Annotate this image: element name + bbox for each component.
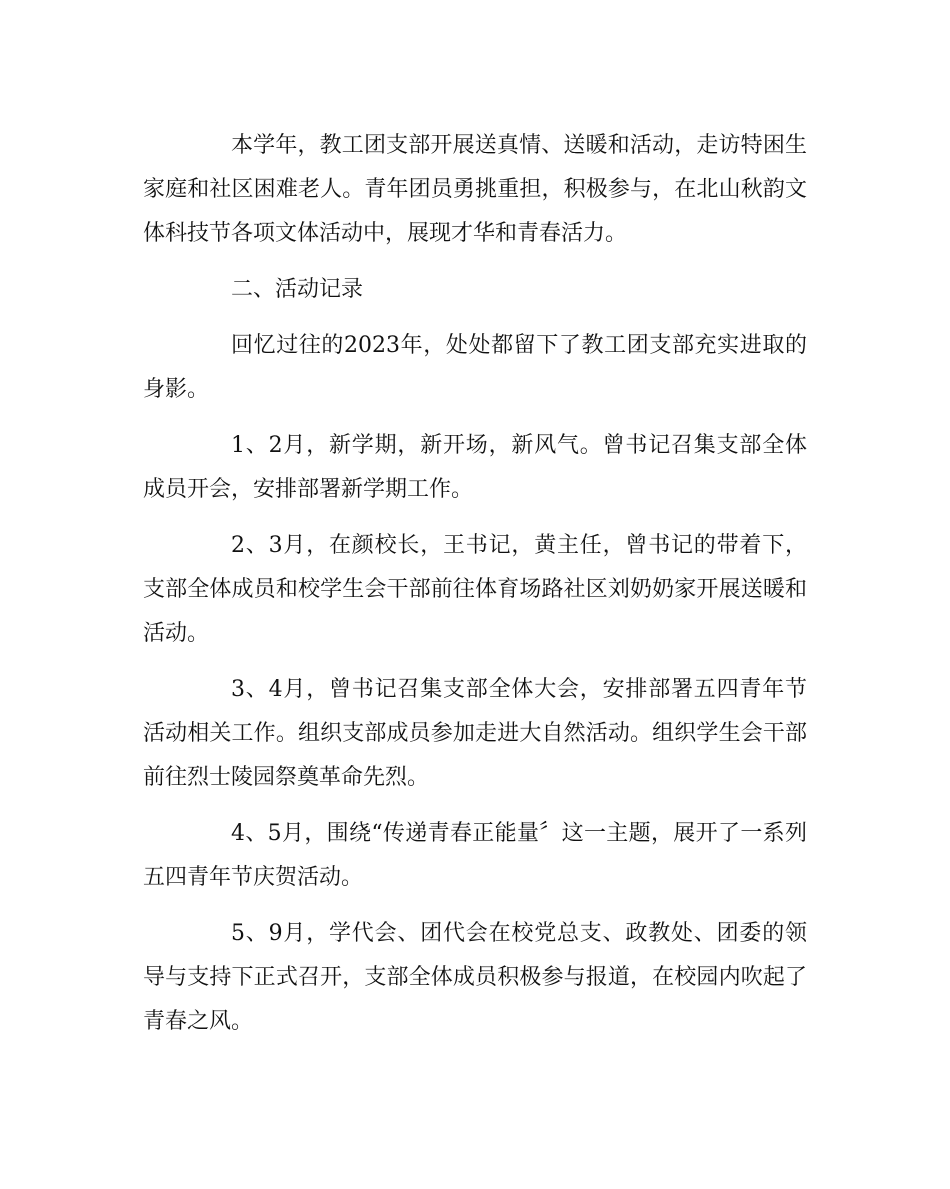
document-body <box>143 124 807 1056</box>
paragraph-intro: 本学年，教工团支部开展送真情、送暖和活动，走访特困生家庭和社区困难老人。青年团员勇挑重担，积极参与，在北山秋韵文体科技节各项文体活动中，展现才华和青春活力。 <box>143 133 807 246</box>
paragraph-review: 回忆过往的2023年，处处都留下了教工团支部充实进取的身影。 <box>143 333 807 402</box>
paragraph-item-3: 3、4月，曾书记召集支部全体大会，安排部署五四青年节活动相关工作。组织支部成员参加走进大自然活动。组织学生会干部前往烈士陵园祭奠革命先烈。 <box>143 677 807 790</box>
paragraph-item-1: 1、2月，新学期，新开场，新风气。曾书记召集支部全体成员开会，安排部署新学期工作。 <box>143 433 807 502</box>
paragraph-item-5: 5、9月，学代会、团代会在校党总支、政教处、团委的领导与支持下正式召开，支部全体成员积极参与报道，在校园内吹起了青春之风。 <box>143 921 807 1034</box>
paragraph-item-4: 4、5月，围绕“传递青春正能量〞这一主题，展开了一系列五四青年节庆贺活动。 <box>143 821 807 890</box>
paragraph-item-2: 2、3月，在颜校长，王书记，黄主任，曾书记的带着下，支部全体成员和校学生会干部前往体育场路社区刘奶奶家开展送暖和活动。 <box>143 533 807 646</box>
section-heading-activity-record: 二、活动记录 <box>231 277 364 302</box>
